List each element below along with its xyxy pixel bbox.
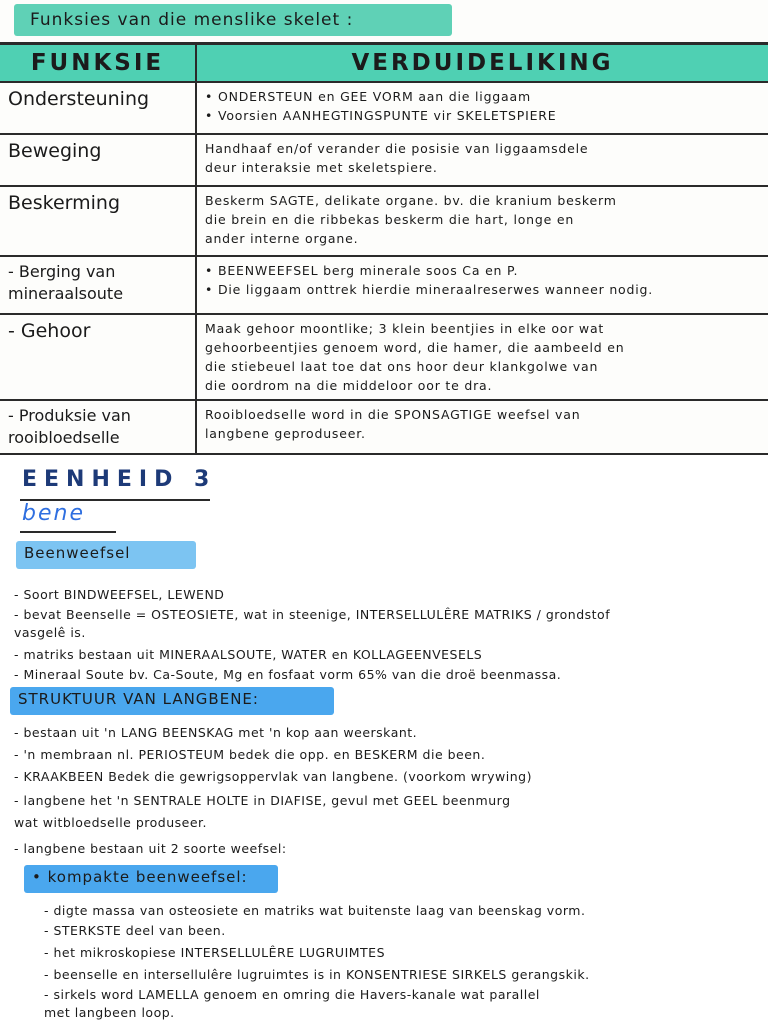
note-line: - KRAAKBEEN Bedek die gewrigsoppervlak van langbene. (voorkom wrywing) [14,769,532,784]
table-row [0,400,768,454]
note-line: - bestaan uit 'n LANG BEENSKAG met 'n kop aan weerskant. [14,725,418,740]
explanation-cell [196,186,768,256]
note-line: - het mikroskopiese INTERSELLULÊRE LUGRUIMTES [44,945,386,960]
explanation-line: Rooibloedselle word in die SPONSAGTIGE weefsel van [205,407,581,422]
notes-page [0,455,768,1024]
struktuur-heading-text: STRUKTUUR VAN LANGBENE: [18,690,259,708]
table-row [0,256,768,314]
note-line: - STERKSTE deel van been. [44,923,226,938]
header-verduideliking: VERDUIDELIKING [196,45,768,82]
kompakte-heading [24,865,278,893]
explanation-line: • ONDERSTEUN en GEE VORM aan die liggaam [205,89,531,104]
explanation-line: • Voorsien AANHEGTINGSPUNTE vir SKELETSPIERE [205,108,557,123]
table-header-row [0,45,768,82]
note-line: - 'n membraan nl. PERIOSTEUM bedek die opp. en BESKERM die been. [14,747,486,762]
note-line: - langbene bestaan uit 2 soorte weefsel: [14,841,287,856]
explanation-cell [196,82,768,134]
kompakte-heading-text: • kompakte beenweefsel: [32,868,248,886]
subheading-underline [20,531,116,533]
note-line: - Soort BINDWEEFSEL, LEWEND [14,587,225,602]
note-line: - Mineraal Soute bv. Ca-Soute, Mg en fosfaat vorm 65% van die droë beenmassa. [14,667,562,682]
explanation-line: Handhaaf en/of verander die posisie van liggaamsdele [205,141,589,156]
funksie-cell: - Berging van mineraalsoute [0,256,196,314]
note-line: - sirkels word LAMELLA genoem en omring die Havers-kanale wat parallel [44,987,540,1002]
unit-subheading: bene [22,501,85,526]
note-line: - bevat Beenselle = OSTEOSIETE, wat in steenige, INTERSELLULÊRE MATRIKS / grondstof [14,607,611,622]
note-line: met langbeen loop. [44,1005,175,1020]
header-funksie: FUNKSIE [0,45,196,82]
explanation-cell [196,400,768,454]
explanation-line: deur interaksie met skeletspiere. [205,160,438,175]
funksie-cell: - Gehoor [0,314,196,400]
table-row [0,134,768,186]
note-line: wat witbloedselle produseer. [14,815,208,830]
functions-table [0,42,768,455]
page-title-text: Funksies van die menslike skelet : [30,10,354,30]
explanation-line: • BEENWEEFSEL berg minerale soos Ca en P. [205,263,519,278]
explanation-line: die stiebeuel laat toe dat ons hoor deur klankgolwe van [205,359,599,374]
note-line: vasgelê is. [14,625,86,640]
beenweefsel-heading-text: Beenweefsel [24,544,131,562]
page-title [14,4,452,36]
explanation-cell [196,256,768,314]
explanation-line: gehoorbeentjies genoem word, die hamer, die aambeeld en [205,340,625,355]
explanation-cell [196,314,768,400]
explanation-line: • Die liggaam onttrek hierdie mineraalreserwes wanneer nodig. [205,282,654,297]
table-row [0,186,768,256]
note-line: - beenselle en intersellulêre lugruimtes is in KONSENTRIESE SIRKELS gerangskik. [44,967,590,982]
note-line: - matriks bestaan uit MINERAALSOUTE, WATER en KOLLAGEENVESELS [14,647,483,662]
funksie-cell: Beskerming [0,186,196,256]
note-line: - digte massa van osteosiete en matriks wat buitenste laag van beenskag vorm. [44,903,586,918]
funksie-cell: Ondersteuning [0,82,196,134]
beenweefsel-heading [16,541,196,569]
explanation-line: Beskerm SAGTE, delikate organe. bv. die kranium beskerm [205,193,617,208]
struktuur-heading [10,687,334,715]
explanation-line: ander interne organe. [205,231,359,246]
funksie-cell: - Produksie van rooibloedselle [0,400,196,454]
explanation-line: Maak gehoor moontlike; 3 klein beentjies in elke oor wat [205,321,605,336]
explanation-line: langbene geproduseer. [205,426,366,441]
explanation-line: die oordrom na die middeloor oor te dra. [205,378,493,393]
note-line: - langbene het 'n SENTRALE HOLTE in DIAFISE, gevul met GEEL beenmurg [14,793,511,808]
table-row [0,314,768,400]
explanation-line: die brein en die ribbekas beskerm die hart, longe en [205,212,575,227]
funksie-cell: Beweging [0,134,196,186]
explanation-cell [196,134,768,186]
functions-table-grid [0,45,768,455]
unit-heading: EENHEID 3 [22,467,217,492]
table-row [0,82,768,134]
